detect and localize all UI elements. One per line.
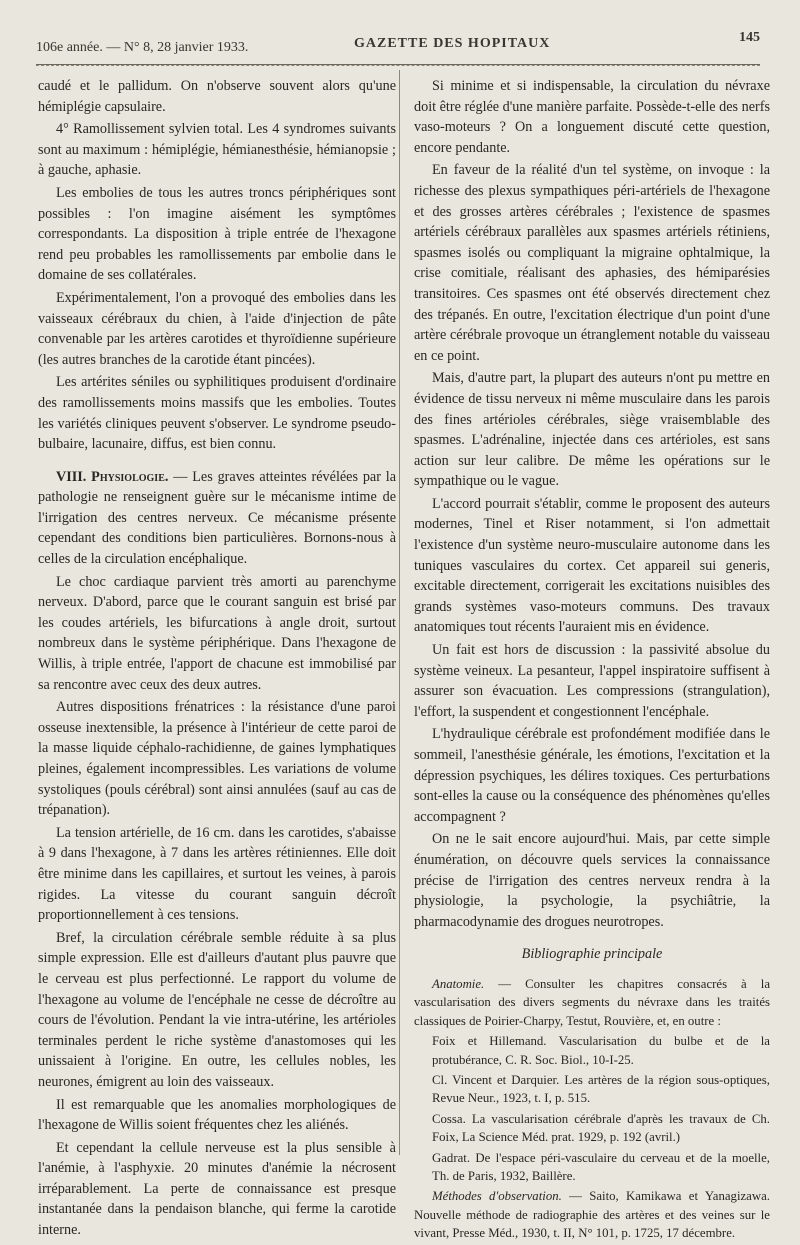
page-number: 145 bbox=[739, 30, 760, 45]
right-column bbox=[414, 76, 770, 1245]
bibliography-entry: Anatomie. — Consulter les chapitres consacrés à la vascularisation des divers segments du névraxe dans les traités classiques de Poirier-Charpy, Testut, Rouvière, et, en outre : bbox=[414, 976, 770, 1028]
bibliography-entry: Cossa. La vascularisation cérébrale d'après les travaux de Ch. Foix, La Science Méd. prat. 1929, p. 192 (avril.) bbox=[432, 1111, 770, 1145]
paragraph: Mais, d'autre part, la plupart des auteurs n'ont pu mettre en évidence de tissu nerveux ni même musculaire dans les parois des fines artérioles cérébrales, siège vraisemblable des spasmes. L'adrénaline, injectée dans ces artérioles, est sans action sur leur calibre. De même les opérations sur le sympathique ou le vague. bbox=[414, 370, 770, 490]
paragraph: Autres dispositions frénatrices : la résistance d'une paroi osseuse inextensible, la présence à l'intérieur de cette paroi de la masse liquide céphalo-rachidienne, de gaines lymphatiques pleines, également incompressibles. Les variations de volume systoliques (pouls cérébral) sont ainsi annulées (sauf au cas de trépanation). bbox=[38, 699, 396, 819]
section-heading: VIII. Physiologie. bbox=[56, 468, 169, 485]
left-column bbox=[38, 76, 396, 1243]
bibliography-entry: Cl. Vincent et Darquier. Les artères de la région sous-optiques, Revue Neur., 1923, t. I, p. 515. bbox=[432, 1072, 770, 1106]
bibliography-category: Méthodes d'observation. bbox=[432, 1189, 562, 1204]
paragraph: Le choc cardiaque parvient très amorti au parenchyme nerveux. D'abord, parce que le courant sanguin est brisé par les coudes artériels, les bifurcations à angle droit, surtout nombreux dans le système périphérique. Dans l'hexagone de Willis, à triple entrée, l'apport de chacune est immobilisé par sa rencontre avec ceux des deux autres. bbox=[38, 573, 396, 693]
paragraph: Et cependant la cellule nerveuse est la plus sensible à l'anémie, à l'asphyxie. 20 minutes d'anémie la nécrosent irréparablement. La perte de connaissance est presque instantanée dans la pendaison blanche, qui ferme la carotide interne. bbox=[38, 1139, 396, 1239]
paragraph: Bref, la circulation cérébrale semble réduite à sa plus simple expression. Elle est d'ailleurs d'autant plus pauvre que le cerveau est plus perfectionné. Le rapport du volume de l'hexagone au volume de l'encéphale ne cesse de décroître au cours de l'évolution. Pendant la vie intra-utérine, les artérioles terminales perdent le riche système d'anastomoses qui les unissaient à l'origine. En outre, les cellules nobles, les neurones, émigrent au loin des vaisseaux. bbox=[38, 929, 396, 1090]
bibliography-entry: Méthodes d'observation. — Saito, Kamikawa et Yanagizawa. Nouvelle méthode de radiographie des artères et des veines sur le vivant, Presse Méd., 1930, t. II, N° 101, p. 1725, 17 décembre. bbox=[414, 1189, 770, 1241]
paragraph: Il est remarquable que les anomalies morphologiques de l'hexagone de Willis soient fréquentes chez les aliénés. bbox=[38, 1096, 396, 1134]
section-text: — Les graves atteintes révélées par la pathologie ne renseignent guère sur le mécanisme intime de l'irrigation des centres nerveux. Ce mécanisme présente cependant des conditions bien particulières. Bornons-nous à celles de la circulation encéphalique. bbox=[38, 468, 397, 568]
bibliography-entry: Gadrat. De l'espace péri-vasculaire du cerveau et de la moelle, Th. de Paris, 1932, Baillère. bbox=[432, 1150, 770, 1183]
paragraph: En faveur de la réalité d'un tel système, on invoque : la richesse des plexus sympathiques péri-artériels de l'hexagone et des grosses artères cérébrales ; l'existence de spasmes artériels cérébraux parallèles aux spasmes artériels rétiniens, spasmes isolés ou compliquant la migraine ophtalmique, la crise comitiale, réalisant des aphasies, des hémiparésies transitoires. Ces spasmes ont été observés directement chez des trépanés. En outre, l'excitation électrique d'un point d'une artère cérébrale provoque un étranglement notable du vaisseau en ce point. bbox=[414, 162, 770, 364]
paragraph: Si minime et si indispensable, la circulation du névraxe doit être réglée d'une manière parfaite. Possède-t-elle des nerfs vaso-moteurs ? On a longuement discuté cette question, encore pendante. bbox=[414, 78, 770, 156]
bibliography bbox=[414, 975, 770, 1243]
paragraph: La tension artérielle, de 16 cm. dans les carotides, s'abaisse à 9 dans l'hexagone, à 7 dans les artères rétiniennes. Elle doit être minime dans les capillaires, et surtout les veines, à parois rigides. La vitesse du courant sanguin décroît proportionnellement à ces tensions. bbox=[38, 824, 396, 924]
paragraph: L'hydraulique cérébrale est profondément modifiée dans le sommeil, l'anesthésie générale, les émotions, l'excitation et la dépression psychiques, les délires toxiques. Ces perturbations sont-elles la cause ou la conséquence des phénomènes qu'elles accompagnent ? bbox=[414, 726, 770, 825]
publication-title: GAZETTE DES HOPITAUX bbox=[354, 36, 551, 51]
paragraph: Les embolies de tous les autres troncs périphériques sont possibles : l'on imagine aisément les symptômes correspondants. La disposition à triple entrée de l'hexagone rend peu probables les ramollissements par embolie dans le domaine de ses collatérales. bbox=[38, 184, 396, 284]
column-divider bbox=[399, 70, 400, 1155]
paragraph: On ne le sait encore aujourd'hui. Mais, par cette simple énumération, on découvre quels services la connaissance précise de l'irrigation des centres nerveux rendra à la physiologie, la psychologie, la psychiâtrie, la pharmacodynamie des drogues neurotropes. bbox=[414, 831, 770, 930]
bibliography-title: Bibliographie principale bbox=[521, 946, 663, 963]
issue-info: 106e année. — N° 8, 28 janvier 1933. bbox=[36, 40, 249, 55]
paragraph: Un fait est hors de discussion : la passivité absolue du système veineux. La pesanteur, l'appel inspiratoire suffisent à assurer son évacuation. Les compressions (strangulation), l'effort, la suspendent et congestionnent l'encéphale. bbox=[414, 642, 770, 720]
section-paragraph bbox=[38, 467, 396, 570]
paragraph: L'accord pourrait s'établir, comme le proposent des auteurs modernes, Tinel et Riser notamment, si l'on admettait l'existence d'un système neuro-musculaire autonome dans les tuniques vasculaires du cortex. Cet appareil sui generis, excitable directement, corrigerait les excitations nuisibles des grands systèmes vaso-moteurs communs. Des travaux anatomiques tout récents l'auraient mis en évidence. bbox=[414, 495, 770, 636]
paragraph: Les artérites séniles ou syphilitiques produisent d'ordinaire des ramollissements moins massifs que les embolies. Toutes les variétés cliniques peuvent s'observer. Le syndrome pseudo-bulbaire, lacunaire, diffus, est bien connu. bbox=[38, 374, 396, 453]
paragraph: 4° Ramollissement sylvien total. Les 4 syndromes suivants sont au maximum : hémiplégie, hémianesthésie, hémianopsie ; à gauche, aphasie. bbox=[38, 121, 396, 179]
bibliography-category: Anatomie. bbox=[432, 976, 485, 991]
header-rule bbox=[36, 64, 760, 66]
paragraph: caudé et le pallidum. On n'observe souvent alors qu'une hémiplégie capsulaire. bbox=[38, 78, 396, 115]
paragraph: Expérimentalement, l'on a provoqué des embolies dans les vaisseaux cérébraux du chien, à l'aide d'injection de pâte convenable par les artères carotides et thyroïdienne supérieure (les autres branches de la carotide étant pincées). bbox=[38, 289, 396, 368]
page-header bbox=[36, 30, 760, 60]
bibliography-entry: Foix et Hillemand. Vascularisation du bulbe et de la protubérance, C. R. Soc. Biol., 10-I-25. bbox=[432, 1034, 770, 1067]
